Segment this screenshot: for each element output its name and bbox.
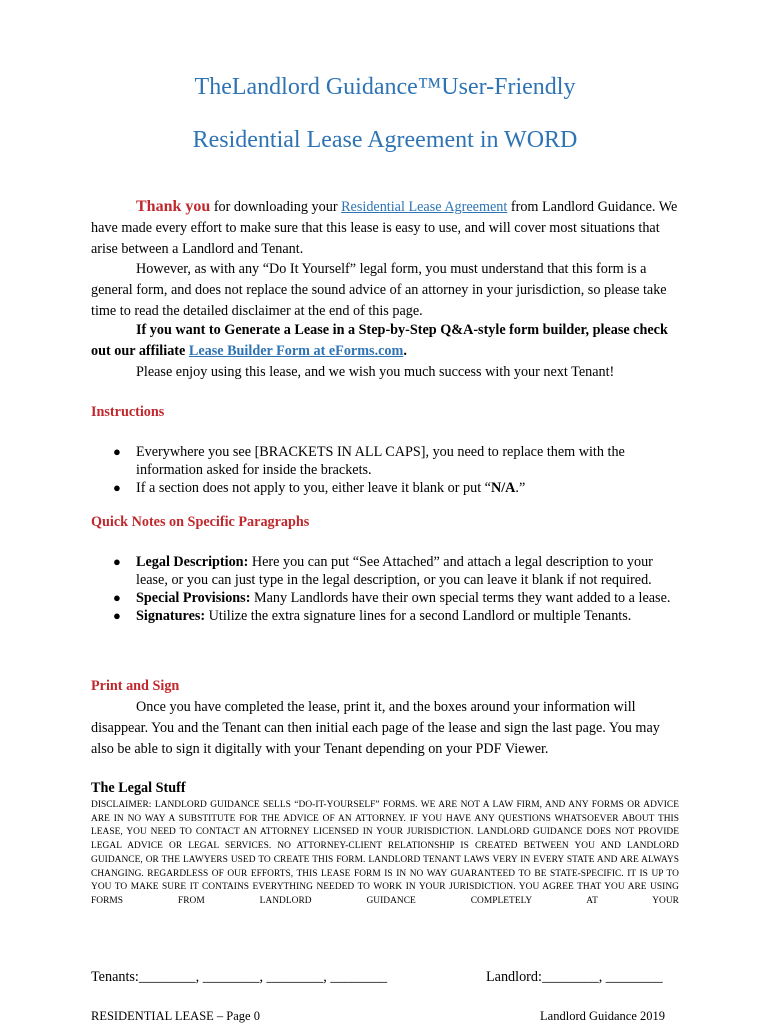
bullet-icon: ● (113, 480, 121, 495)
affiliate-text: If you want to Generate a Lease in a Step-by-Step Q&A-style form builder, please check out our affiliate (91, 322, 668, 359)
list-item: ● Special Provisions: Many Landlords have their own special terms they want added to a lease. (113, 590, 671, 606)
bullet-icon: ● (113, 590, 121, 605)
eforms-lease-builder-link[interactable]: Lease Builder Form at eForms.com (188, 343, 404, 359)
thank-you-text: Thank you (136, 198, 211, 215)
bullet-icon: ● (113, 608, 121, 623)
quick-notes-heading: Quick Notes on Specific Paragraphs (91, 514, 310, 530)
instructions-heading: Instructions (91, 404, 165, 420)
footer-page-label: RESIDENTIAL LEASE – Page 0 (91, 1009, 260, 1023)
affiliate-period: . (403, 343, 407, 359)
tenants-signature-line: Tenants:________, ________, ________, ________ (91, 969, 388, 985)
intro-paragraph-1 (91, 196, 681, 260)
list-item: ● Legal Description: Here you can put “See Attached” and attach a legal description to your lease, or you can just type in the legal description, or you can leave it blank if not required. (113, 554, 653, 588)
intro-paragraph-2: However, as with any “Do It Yourself” legal form, you must understand that this form is a general form, and does not replace the sound advice of an attorney in your jurisdiction, so please take time to read the detailed disclaimer at the end of this page. (91, 261, 667, 319)
intro-text-a: for downloading your (210, 199, 342, 215)
quick-notes-list (91, 553, 681, 625)
residential-lease-link[interactable]: Residential Lease Agreement (341, 199, 508, 215)
list-item: ● Everywhere you see [BRACKETS IN ALL CAPS], you need to replace them with the information asked for inside the brackets. (113, 444, 625, 478)
document-title-line-2: Residential Lease Agreement in WORD (192, 127, 578, 153)
instructions-list (91, 443, 681, 497)
document-title-line-1: TheLandlord Guidance™User-Friendly (194, 74, 576, 100)
landlord-signature-line: Landlord:________, ________ (486, 969, 663, 985)
intro-paragraph-3 (91, 320, 681, 362)
legal-stuff-heading: The Legal Stuff (91, 780, 186, 796)
list-item: ● Signatures: Utilize the extra signature lines for a second Landlord or multiple Tenants. (113, 608, 632, 624)
bullet-icon: ● (113, 554, 121, 569)
intro-paragraph-4: Please enjoy using this lease, and we wish you much success with your next Tenant! (136, 364, 615, 380)
disclaimer-text: DISCLAIMER: LANDLORD GUIDANCE SELLS “DO-IT-YOURSELF” FORMS. WE ARE NOT A LAW FIRM, AND ANY FORMS OR ADVICE ARE IN NO WAY A SUBSTITUTE FOR THE ADVICE OF AN ATTORNEY. IF YOU HAVE ANY QUESTIONS WHATSOEVER ABOUT THIS LEASE, YOU NEED TO CONTACT AN ATTORNEY LICENSED IN YOUR JURISDICTION. LANDLORD GUIDANCE DOES NOT PROVIDE LEGAL ADVICE OR LEGAL SERVICES. NO ATTORNEY-CLIENT RELATIONSHIP IS CREATED BETWEEN YOU AND LANDLORD GUIDANCE, OR THE LAWYERS USED TO CREATE THIS FORM. LANDLORD TENANT LAWS VERY IN EVERY STATE AND ARE ALWAYS CHANGING. REGARDLESS OF OUR EFFORTS, THIS LEASE FORM IS IN NO WAY GUARANTEED TO BE STATE-SPECIFIC. IT IS UP TO YOU TO MAKE SURE IT CONTAINS EVERYTHING NEEDED TO WORK IN YOUR JURISDICTION. YOU AGREE THAT YOU ARE USING FORMS FROM LANDLORD GUIDANCE COMPLETELY AT YOUR (91, 800, 679, 906)
footer-copyright: Landlord Guidance 2019 (540, 1009, 665, 1023)
print-and-sign-heading: Print and Sign (91, 678, 180, 694)
print-and-sign-paragraph: Once you have completed the lease, print it, and the boxes around your information will disappear. You and the Tenant can then initial each page of the lease and sign the last page. You may also be able to sign it digitally with your Tenant depending on your PDF Viewer. (91, 699, 660, 757)
intro-text-b: from Landlord Guidance. We have made every effort to make sure that this lease is easy to use, and will cover most situations that arise between a Landlord and Tenant. (91, 199, 678, 257)
bullet-icon: ● (113, 444, 121, 459)
list-item: ● If a section does not apply to you, either leave it blank or put “N/A.” (113, 480, 526, 496)
